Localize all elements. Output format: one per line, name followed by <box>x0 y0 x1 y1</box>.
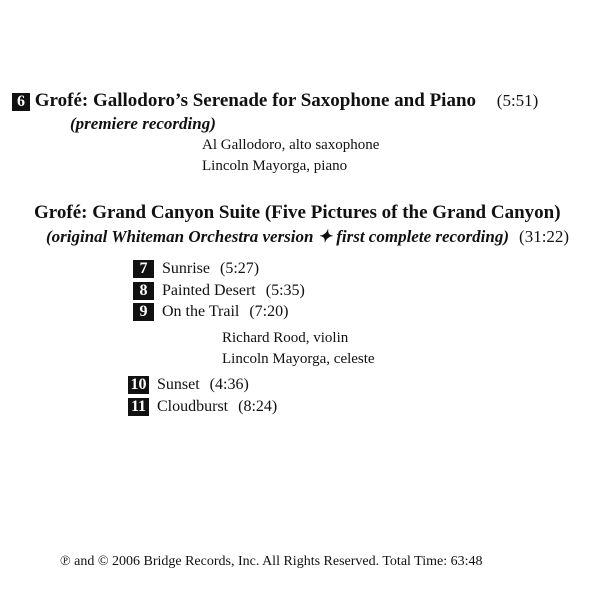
track-title: On the Trail <box>162 303 240 320</box>
track-row <box>128 398 277 416</box>
track-number-badge: 7 <box>133 260 154 278</box>
track-row <box>133 303 288 321</box>
piece2-note-line <box>46 227 569 247</box>
track-title: Painted Desert <box>162 282 256 299</box>
piece1-performer-2: Lincoln Mayorga, piano <box>202 158 348 174</box>
piece2-composer: Grofé: <box>34 202 88 223</box>
piece1-composer: Grofé: <box>34 90 89 111</box>
track-row <box>128 376 249 394</box>
track-number-badge: 11 <box>128 398 149 416</box>
track-duration: (5:27) <box>220 260 260 277</box>
copyright-footer: ℗ and © 2006 Bridge Records, Inc. All Rights Reserved. Total Time: 63:48 <box>60 554 483 569</box>
piece1-performer-1: Al Gallodoro, alto saxophone <box>202 137 380 153</box>
piece1-title: Gallodoro’s Serenade for Saxophone and Piano <box>92 90 477 111</box>
track-number-badge: 6 <box>12 93 30 111</box>
track-duration: (4:36) <box>209 376 249 393</box>
piece1-heading <box>12 90 538 112</box>
piece2-note: (original Whiteman Orchestra version ✦ first complete recording) <box>46 227 510 246</box>
piece2-heading <box>34 202 561 224</box>
track-row <box>133 282 305 300</box>
track-duration: (8:24) <box>238 398 278 415</box>
track-title: Sunset <box>157 376 200 393</box>
piece2-title: Grand Canyon Suite (Five Pictures of the Grand Canyon) <box>92 202 561 223</box>
track-duration: (7:20) <box>249 303 289 320</box>
track9-performer-1: Richard Rood, violin <box>222 330 349 346</box>
track-duration: (5:35) <box>265 282 305 299</box>
track-row <box>133 260 259 278</box>
track-number-badge: 10 <box>128 376 149 394</box>
piece1-note: (premiere recording) <box>70 114 216 133</box>
track9-performer-2: Lincoln Mayorga, celeste <box>222 351 375 367</box>
track-number-badge: 9 <box>133 303 154 321</box>
track-title: Cloudburst <box>157 398 229 415</box>
track-title: Sunrise <box>162 260 210 277</box>
piece2-duration: (31:22) <box>519 227 570 246</box>
piece1-duration: (5:51) <box>496 91 539 110</box>
track-number-badge: 8 <box>133 282 154 300</box>
